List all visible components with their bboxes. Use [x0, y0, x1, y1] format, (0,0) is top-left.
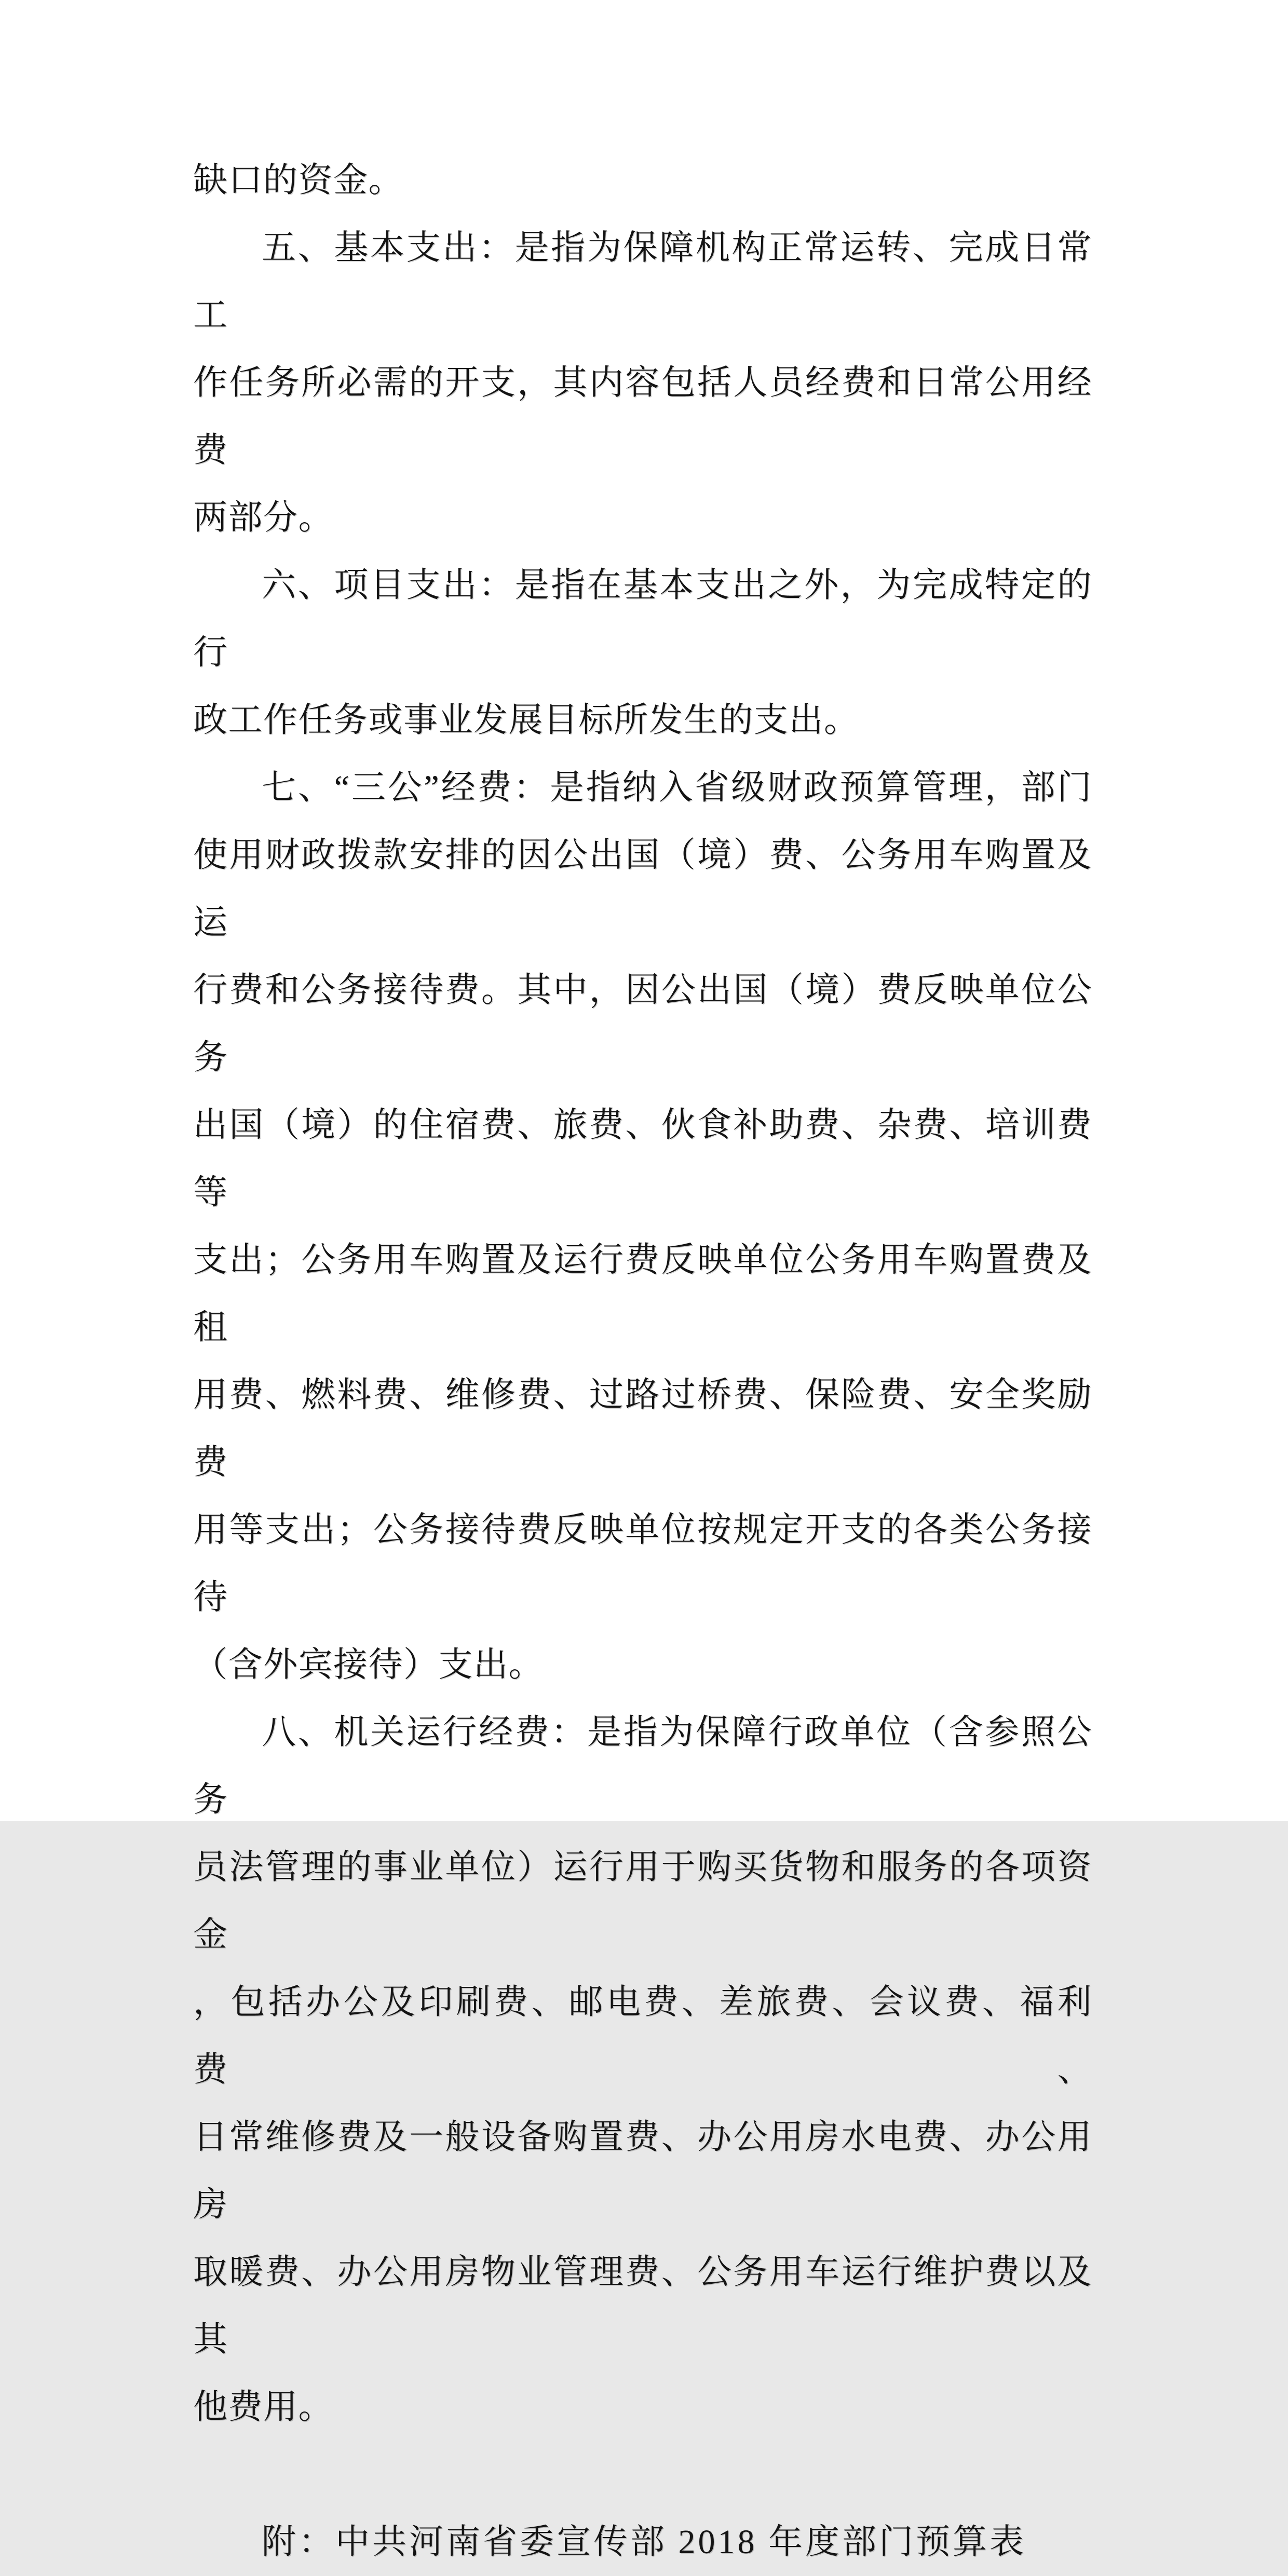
text-line-13: 用等支出；公务接待费反映单位按规定开支的各类公务接待: [193, 1511, 1092, 1616]
text-line-14: （含外宾接待）支出。: [193, 1646, 544, 1684]
text-line-12: 用费、燃料费、维修费、过路过桥费、保险费、安全奖励费: [193, 1376, 1092, 1481]
blank-line: [193, 2441, 1092, 2509]
text-line-9: 行费和公务接待费。其中，因公出国（境）费反映单位公务: [193, 971, 1092, 1076]
attachment-note-line: 附：中共河南省委宣传部 2018 年度部门预算表: [262, 2523, 1026, 2561]
text-line-2: 五、基本支出：是指为保障机构正常运转、完成日常工: [193, 229, 1092, 334]
text-line-6: 政工作任务或事业发展目标所发生的支出。: [193, 701, 859, 739]
text-line-10: 出国（境）的住宿费、旅费、伙食补助费、杂费、培训费等: [193, 1106, 1092, 1211]
text-line-20: 他费用。: [193, 2388, 333, 2426]
text-line-15: 八、机关运行经费：是指为保障行政单位（含参照公务: [193, 1713, 1092, 1819]
text-line-5: 六、项目支出：是指在基本支出之外，为完成特定的行: [193, 566, 1092, 672]
text-line-1: 缺口的资金。: [193, 161, 403, 199]
text-block: [193, 147, 1092, 2576]
text-line-16: 员法管理的事业单位）运行用于购买货物和服务的各项资金: [193, 1848, 1092, 1954]
text-line-18: 日常维修费及一般设备购置费、办公用房水电费、办公用房: [193, 2118, 1092, 2224]
text-line-4: 两部分。: [193, 499, 333, 537]
text-line-17: ，包括办公及印刷费、邮电费、差旅费、会议费、福利费、: [193, 1983, 1092, 2089]
text-line-3: 作任务所必需的开支，其内容包括人员经费和日常公用经费: [193, 364, 1092, 469]
text-line-11: 支出；公务用车购置及运行费反映单位公务用车购置费及租: [193, 1241, 1092, 1346]
text-line-19: 取暖费、办公用房物业管理费、公务用车运行维护费以及其: [193, 2253, 1092, 2359]
text-line-7: 七、“三公”经费：是指纳入省级财政预算管理，部门: [262, 769, 1092, 807]
text-line-8: 使用财政拨款安排的因公出国（境）费、公务用车购置及运: [193, 836, 1092, 942]
